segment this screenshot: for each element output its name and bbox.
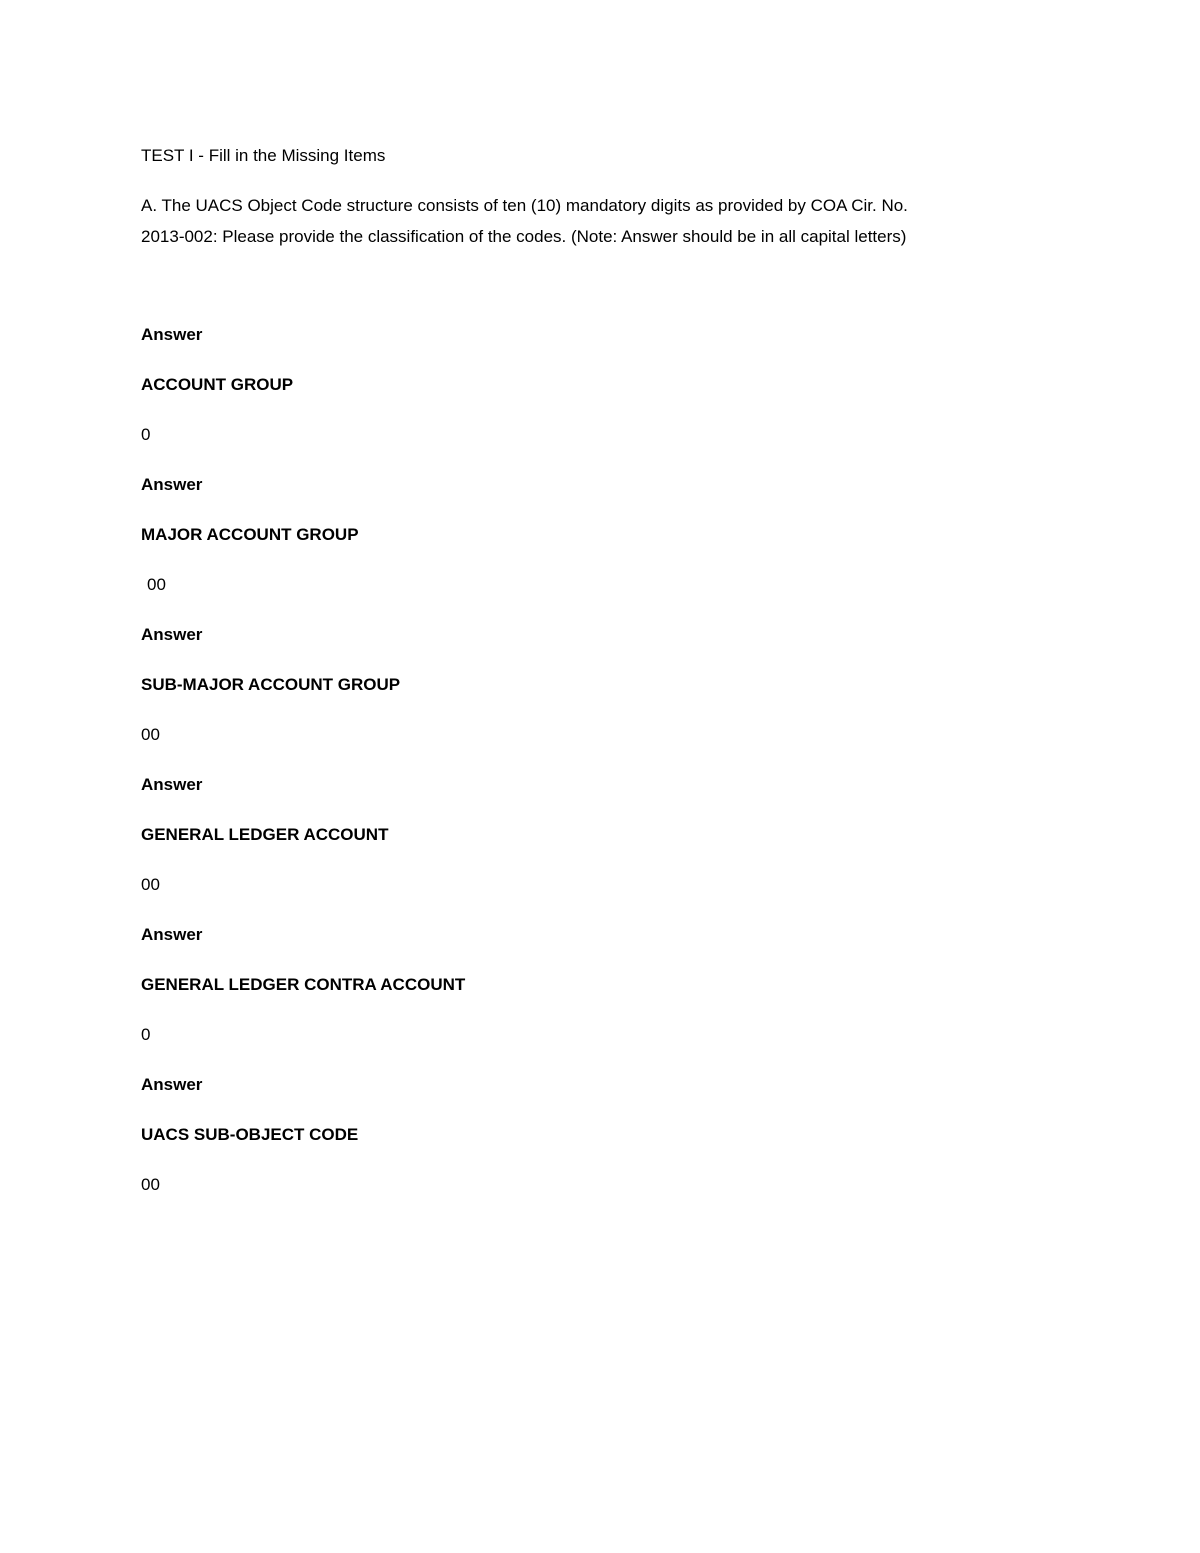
classification-answer: UACS SUB-OBJECT CODE [141, 1125, 359, 1144]
document-title: TEST I - Fill in the Missing Items [141, 146, 386, 165]
classification-answer: MAJOR ACCOUNT GROUP [141, 525, 359, 544]
answer-label: Answer [141, 775, 203, 794]
code-digits: 00 [141, 875, 160, 894]
answer-label: Answer [141, 625, 203, 644]
answer-label: Answer [141, 1075, 203, 1094]
answer-label: Answer [141, 475, 203, 494]
answer-label: Answer [141, 325, 203, 344]
instruction-line-1: A. The UACS Object Code structure consists of ten (10) mandatory digits as provided by COA Cir. No. [141, 196, 908, 215]
classification-answer: ACCOUNT GROUP [141, 375, 294, 394]
code-digits: 0 [141, 425, 151, 444]
instruction-line-2: 2013-002: Please provide the classification of the codes. (Note: Answer should be in all capital letters) [141, 227, 907, 246]
code-digits: 00 [141, 1175, 160, 1194]
code-digits: 00 [147, 575, 166, 594]
code-digits: 0 [141, 1025, 151, 1044]
code-digits: 00 [141, 725, 160, 744]
classification-answer: GENERAL LEDGER CONTRA ACCOUNT [141, 975, 466, 994]
classification-answer: SUB-MAJOR ACCOUNT GROUP [141, 675, 401, 694]
classification-answer: GENERAL LEDGER ACCOUNT [141, 825, 389, 844]
answer-label: Answer [141, 925, 203, 944]
